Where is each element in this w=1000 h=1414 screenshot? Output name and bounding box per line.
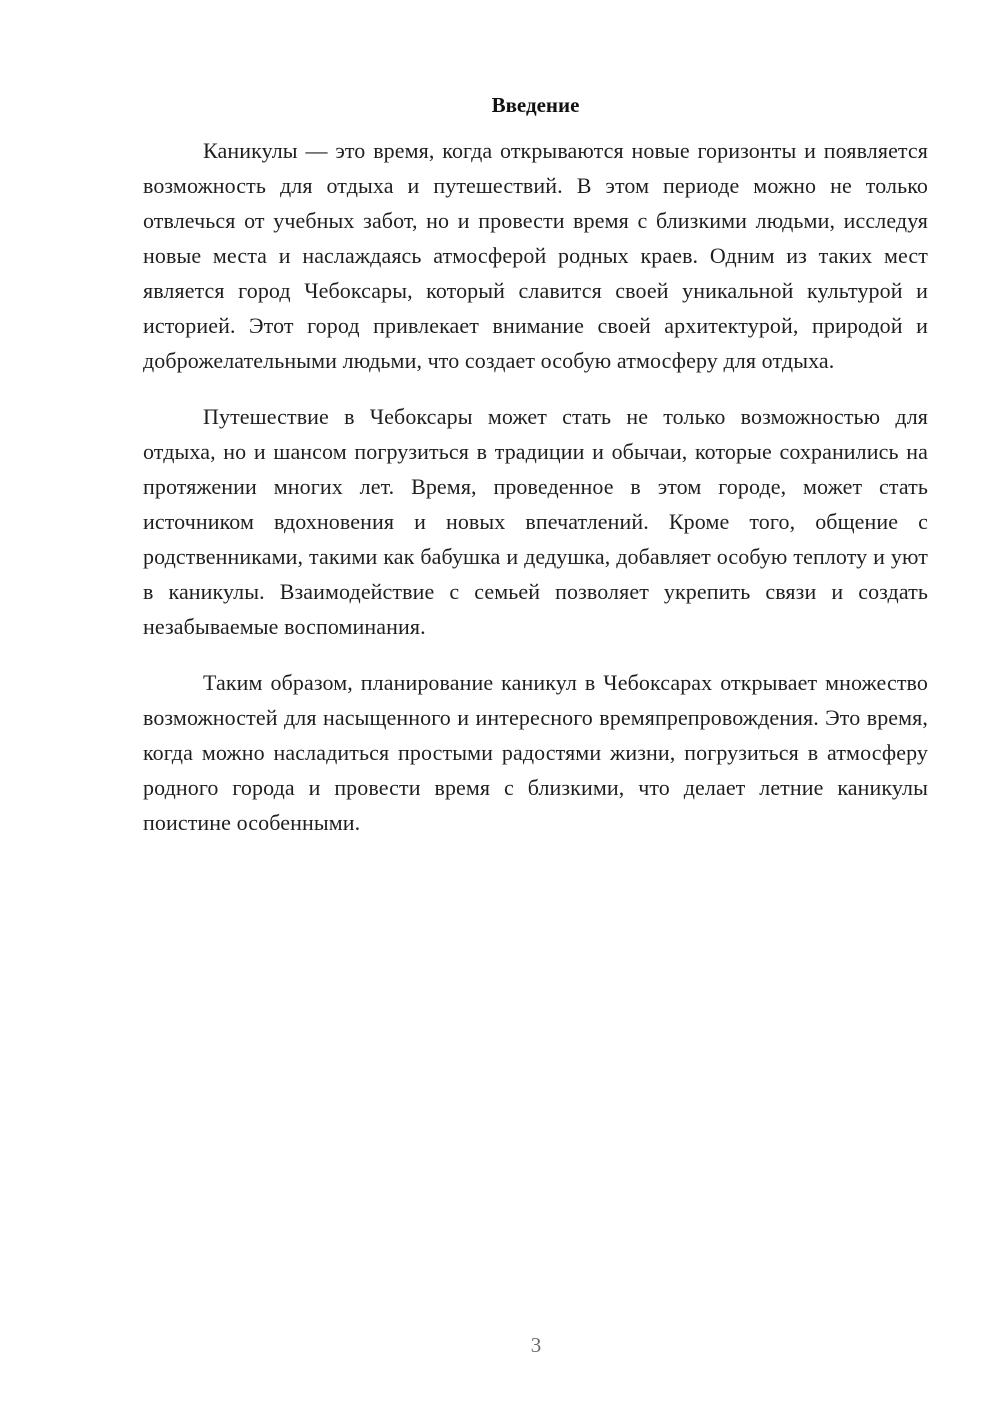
paragraph-1: Каникулы — это время, когда открываются новые горизонты и появляется возможность для отдыха и путешествий. В этом периоде можно не только отвлечься от учебных забот, но и провести время с близкими людьми, исследуя новые места и наслаждаясь атмосферой родных краев. Одним из таких мест является город Чебоксары, который славится своей уникальной культурой и историей. Этот город привлекает внимание своей архитектурой, природой и доброжелательными людьми, что создает особую атмосферу для отдыха. [143, 137, 928, 373]
section-title: Введение [491, 93, 580, 117]
page-number: 3 [530, 1333, 542, 1357]
paragraph-3: Таким образом, планирование каникул в Чебоксарах открывает множество возможностей для насыщенного и интересного времяпрепровождения. Это время, когда можно насладиться простыми радостями жизни, погрузиться в атмосферу родного города и провести время с близкими, что делает летние каникулы поистине особенными. [143, 669, 928, 835]
page-content [143, 90, 928, 861]
paragraph-2: Путешествие в Чебоксары может стать не только возможностью для отдыха, но и шансом погрузиться в традиции и обычаи, которые сохранились на протяжении многих лет. Время, проведенное в этом городе, может стать источником вдохновения и новых впечатлений. Кроме того, общение с родственниками, такими как бабушка и дедушка, добавляет особую теплоту и уют в каникулы. Взаимодействие с семьей позволяет укрепить связи и создать незабываемые воспоминания. [143, 403, 928, 639]
